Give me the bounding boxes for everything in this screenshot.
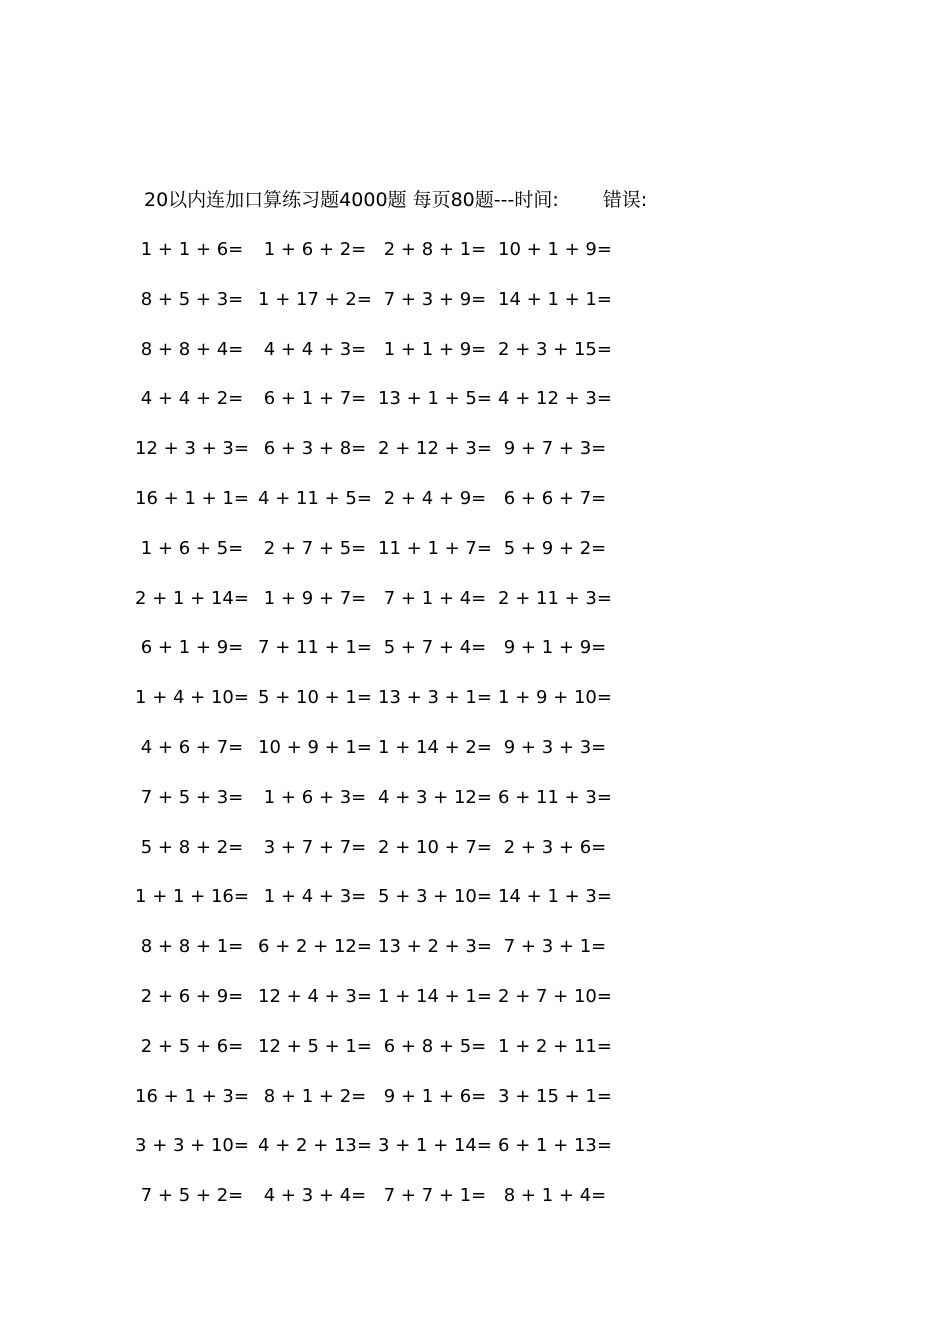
problem-cell: 11 + 1 + 7= [378,537,492,559]
problem-cell: 7 + 3 + 1= [503,936,607,958]
problem-row [0,435,950,485]
problem-cell: 1 + 4 + 3= [263,886,367,908]
problem-cell: 3 + 3 + 10= [135,1135,249,1157]
problem-cell: 8 + 5 + 3= [140,288,244,310]
errors-label: 错误: [602,189,648,211]
problem-cell: 1 + 6 + 2= [263,239,367,260]
problem-cell: 6 + 11 + 3= [498,786,612,808]
problem-cell: 3 + 15 + 1= [498,1085,612,1107]
problem-cell: 2 + 11 + 3= [498,587,612,609]
problem-cell: 9 + 3 + 3= [503,736,607,758]
problem-cell: 2 + 6 + 9= [140,985,244,1007]
problem-cell: 7 + 1 + 4= [383,587,487,609]
problem-cell: 6 + 3 + 8= [263,438,367,460]
problem-cell: 2 + 10 + 7= [378,836,492,858]
problem-cell: 1 + 6 + 5= [140,537,244,559]
problem-cell: 2 + 5 + 6= [140,1035,244,1057]
problem-cell: 4 + 6 + 7= [140,736,244,758]
problem-cell: 4 + 2 + 13= [258,1135,372,1157]
problem-cell: 1 + 1 + 16= [135,886,249,908]
problem-cell: 1 + 2 + 11= [498,1035,612,1057]
problem-cell: 3 + 1 + 14= [378,1135,492,1157]
worksheet-header [144,186,647,214]
problem-row [0,983,950,1033]
problem-cell: 16 + 1 + 1= [135,487,249,509]
problem-cell: 8 + 8 + 4= [140,338,244,360]
problem-cell: 2 + 7 + 5= [263,537,367,559]
problem-cell: 12 + 3 + 3= [135,438,249,460]
problem-cell: 3 + 7 + 7= [263,836,367,858]
problem-cell: 1 + 14 + 1= [378,985,492,1007]
problem-cell: 9 + 7 + 3= [503,438,607,460]
problem-row [0,1182,950,1232]
problem-cell: 13 + 1 + 5= [378,388,492,410]
problem-cell: 10 + 1 + 9= [498,239,612,260]
problem-cell: 7 + 7 + 1= [383,1185,487,1207]
problem-row [0,634,950,684]
problem-cell: 9 + 1 + 9= [503,637,607,659]
problem-cell: 2 + 12 + 3= [378,438,492,460]
problem-cell: 2 + 8 + 1= [383,239,487,260]
problem-cell: 4 + 12 + 3= [498,388,612,410]
problem-cell: 7 + 11 + 1= [258,637,372,659]
problem-cell: 4 + 4 + 3= [263,338,367,360]
problem-cell: 5 + 9 + 2= [503,537,607,559]
problem-cell: 5 + 10 + 1= [258,687,372,709]
problem-cell: 8 + 8 + 1= [140,936,244,958]
problem-cell: 13 + 2 + 3= [378,936,492,958]
problem-cell: 4 + 3 + 4= [263,1185,367,1207]
problem-row [0,734,950,784]
problem-row [0,286,950,336]
problem-cell: 16 + 1 + 3= [135,1085,249,1107]
problem-row [0,883,950,933]
problem-cell: 8 + 1 + 2= [263,1085,367,1107]
problem-cell: 5 + 8 + 2= [140,836,244,858]
problem-row [0,385,950,435]
problem-cell: 1 + 9 + 10= [498,687,612,709]
problem-cell: 1 + 1 + 6= [140,239,244,260]
problem-cell: 4 + 11 + 5= [258,487,372,509]
problem-cell: 6 + 2 + 12= [258,936,372,958]
problem-row [0,485,950,535]
problem-cell: 6 + 1 + 9= [140,637,244,659]
problem-row [0,1132,950,1182]
problem-row [0,834,950,884]
problem-grid [0,236,950,1232]
problem-cell: 2 + 4 + 9= [383,487,487,509]
problem-row [0,236,950,286]
problem-row [0,535,950,585]
problem-row [0,784,950,834]
problem-cell: 4 + 3 + 12= [378,786,492,808]
problem-cell: 9 + 1 + 6= [383,1085,487,1107]
problem-cell: 1 + 17 + 2= [258,288,372,310]
problem-cell: 6 + 6 + 7= [503,487,607,509]
problem-cell: 2 + 3 + 6= [503,836,607,858]
problem-cell: 13 + 3 + 1= [378,687,492,709]
problem-row [0,585,950,635]
problem-cell: 6 + 8 + 5= [383,1035,487,1057]
problem-cell: 6 + 1 + 7= [263,388,367,410]
problem-cell: 4 + 4 + 2= [140,388,244,410]
problem-cell: 5 + 3 + 10= [378,886,492,908]
problem-row [0,1033,950,1083]
problem-cell: 2 + 7 + 10= [498,985,612,1007]
problem-cell: 14 + 1 + 3= [498,886,612,908]
problem-cell: 1 + 1 + 9= [383,338,487,360]
problem-cell: 7 + 5 + 2= [140,1185,244,1207]
problem-cell: 12 + 4 + 3= [258,985,372,1007]
problem-cell: 14 + 1 + 1= [498,288,612,310]
problem-cell: 12 + 5 + 1= [258,1035,372,1057]
problem-row [0,684,950,734]
problem-cell: 1 + 14 + 2= [378,736,492,758]
problem-cell: 1 + 4 + 10= [135,687,249,709]
problem-row [0,336,950,386]
problem-cell: 1 + 6 + 3= [263,786,367,808]
problem-row [0,933,950,983]
problem-cell: 7 + 3 + 9= [383,288,487,310]
problem-cell: 2 + 3 + 15= [498,338,612,360]
problem-cell: 2 + 1 + 14= [135,587,249,609]
problem-cell: 5 + 7 + 4= [383,637,487,659]
problem-cell: 8 + 1 + 4= [503,1185,607,1207]
problem-cell: 10 + 9 + 1= [258,736,372,758]
worksheet-title: 20以内连加口算练习题4000题 每页80题---时间: [144,189,559,211]
problem-cell: 7 + 5 + 3= [140,786,244,808]
problem-cell: 1 + 9 + 7= [263,587,367,609]
problem-row [0,1083,950,1133]
problem-cell: 6 + 1 + 13= [498,1135,612,1157]
